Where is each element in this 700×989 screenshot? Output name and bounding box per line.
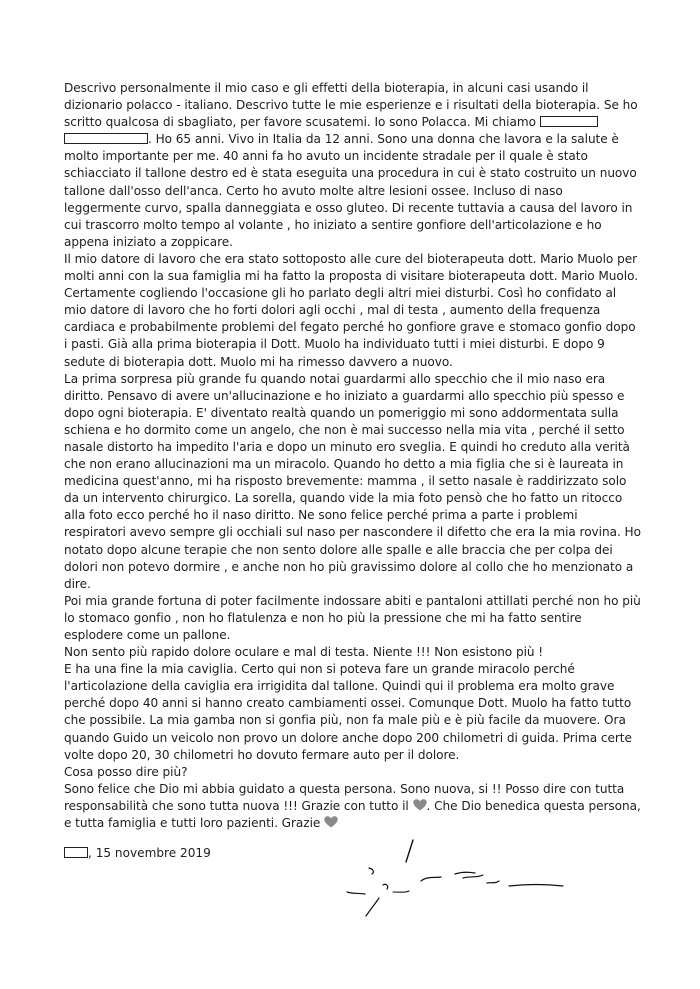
paragraph-nose: La prima sorpresa più grande fu quando notai guardarmi allo specchio che il mio naso era diritto. Pensavo di avere un'allucinazione e ho iniziato a guardarmi allo specchio più spesso e dopo ogni bioterapia. E' diventato realtà quando un pomeriggio mi sono addormentata sulla schiena e ho dormito come un angelo, che non è mai successo nella mia vita , perché il setto nasale distorto ha impedito l'aria e dopo un minuto ero sveglia. E quindi ho creduto alla verità che non erano allucinazioni ma un miracolo. Quando ho detto a mia figlia che si è laureata in medicina quest'anno, mi ha risposto brevemente: mamma , il setto nasale è raddirizzato solo da un intervento chirurgico. La sorella, quando vide la mia foto pensò che ho fatto un ritocco alla foto ecco perché ho il naso diritto. Ne sono felice perché prima a parte i problemi respiratori avevo sempre gli occhiali sul naso per nascondere il difetto che era la mia rovina. Ho notato dopo alcune terapie che non sento dolore alle spalle e alle braccia che per colpa dei dolori non potevo dormire , e anche non ho più gravissimo dolore al collo che ho menzionato a dire. <box>64 371 641 591</box>
paragraph-ankle: E ha una fine la mia caviglia. Certo qui non si poteva fare un grande miracolo perché l'articolazione della caviglia era irrigidita dal tallone. Quindi qui il problema era molto grave perché dopo 40 anni si hanno creato cambiamenti ossei. Comunque Dott. Muolo ha fatto tutto che possibile. La mia gamba non si gonfia più, non fa male più e è più facile da muovere. Ora quando Guido un veicolo non provo un dolore anche dopo 200 chilometri di guida. Prima certe volte dopo 20, 30 chilometri ho dovuto fermare auto per il dolore. <box>64 662 632 762</box>
thanks-text-cont: . Che Dio benedica questa persona, e tutta famiglia e tutti loro pazienti. Grazie <box>64 798 641 831</box>
paragraph-eyes: Non sento più rapido dolore oculare e mal di testa. Niente !!! Non esistono più ! <box>64 645 544 660</box>
date-line <box>64 846 211 860</box>
intro-text-cont: . Ho 65 anni. Vivo in Italia da 12 anni. Sono una donna che lavora e la salute è molto importante per me. 40 anni fa ho avuto un incidente stradale per il quale è stato schiacciato il tallone destro ed è stata eseguita una procedura in cui è stato costruito un nuovo tallone dall'osso dell'anca. Certo ho avuto molte altre lesioni ossee. Incluso di naso leggermente curvo, spalla danneggiata e osso gluteo. Di recente tuttavia a causa del lavoro in cui trascorro molto tempo al volante , ho iniziato a sentire gonfiore dell'articolazione e ho appena iniziato a zoppicare. <box>64 132 637 249</box>
paragraph-question: Cosa posso dire più? <box>64 764 188 779</box>
redacted-name-box <box>540 116 598 127</box>
heart-icon <box>324 816 338 828</box>
letter-body <box>64 80 642 832</box>
redacted-place-box <box>64 847 88 858</box>
paragraph-stomach: Poi mia grande fortuna di poter facilmente indossare abiti e pantaloni attillati perché non ho più lo stomaco gonfio , non ho flatulenza e non ho più la pressione che mi ha fatto sentire esplodere come un pallone. <box>64 593 641 642</box>
paragraph-employer: Il mio datore di lavoro che era stato sottoposto alle cure del bioterapeuta dott. Mario Muolo per molti anni con la sua famiglia mi ha fatto la proposta di visitare bioterapeuta dott. Mario Muolo. Certamente cogliendo l'occasione gli ho parlato degli altri miei disturbi. Così ho confidato al mio datore di lavoro che ho forti dolori agli occhi , mal di testa , aumento della frequenza cardiaca e probabilmente problemi del fegato perché ho gonfiore grave e stomaco gonfio dopo i pasti. Già alla prima bioterapia il Dott. Muolo ha individuato tutti i miei disturbi. E dopo 9 sedute di bioterapia dott. Muolo mi ha rimesso davvero a nuovo. <box>64 251 639 369</box>
handwritten-signature <box>335 838 575 928</box>
heart-icon <box>413 799 427 811</box>
intro-text: Descrivo personalmente il mio caso e gli effetti della bioterapia, in alcuni casi usando il dizionario polacco - italiano. Descrivo tutte le mie esperienze e i risultati della bioterapia. Se ho scritto qualcosa di sbagliato, per favore scusatemi. Io sono Polacca. Mi chiamo <box>64 81 638 130</box>
paragraph-intro <box>64 80 642 251</box>
letter-date: , 15 novembre 2019 <box>88 846 211 860</box>
thanks-text: Sono felice che Dio mi abbia guidato a questa persona. Sono nuova, si !! Posso dire con tutta responsabilità che sono tutta nuova !!! Grazie con tutto il <box>64 781 625 813</box>
paragraph-thanks <box>64 781 642 832</box>
redacted-surname-box <box>64 133 148 144</box>
